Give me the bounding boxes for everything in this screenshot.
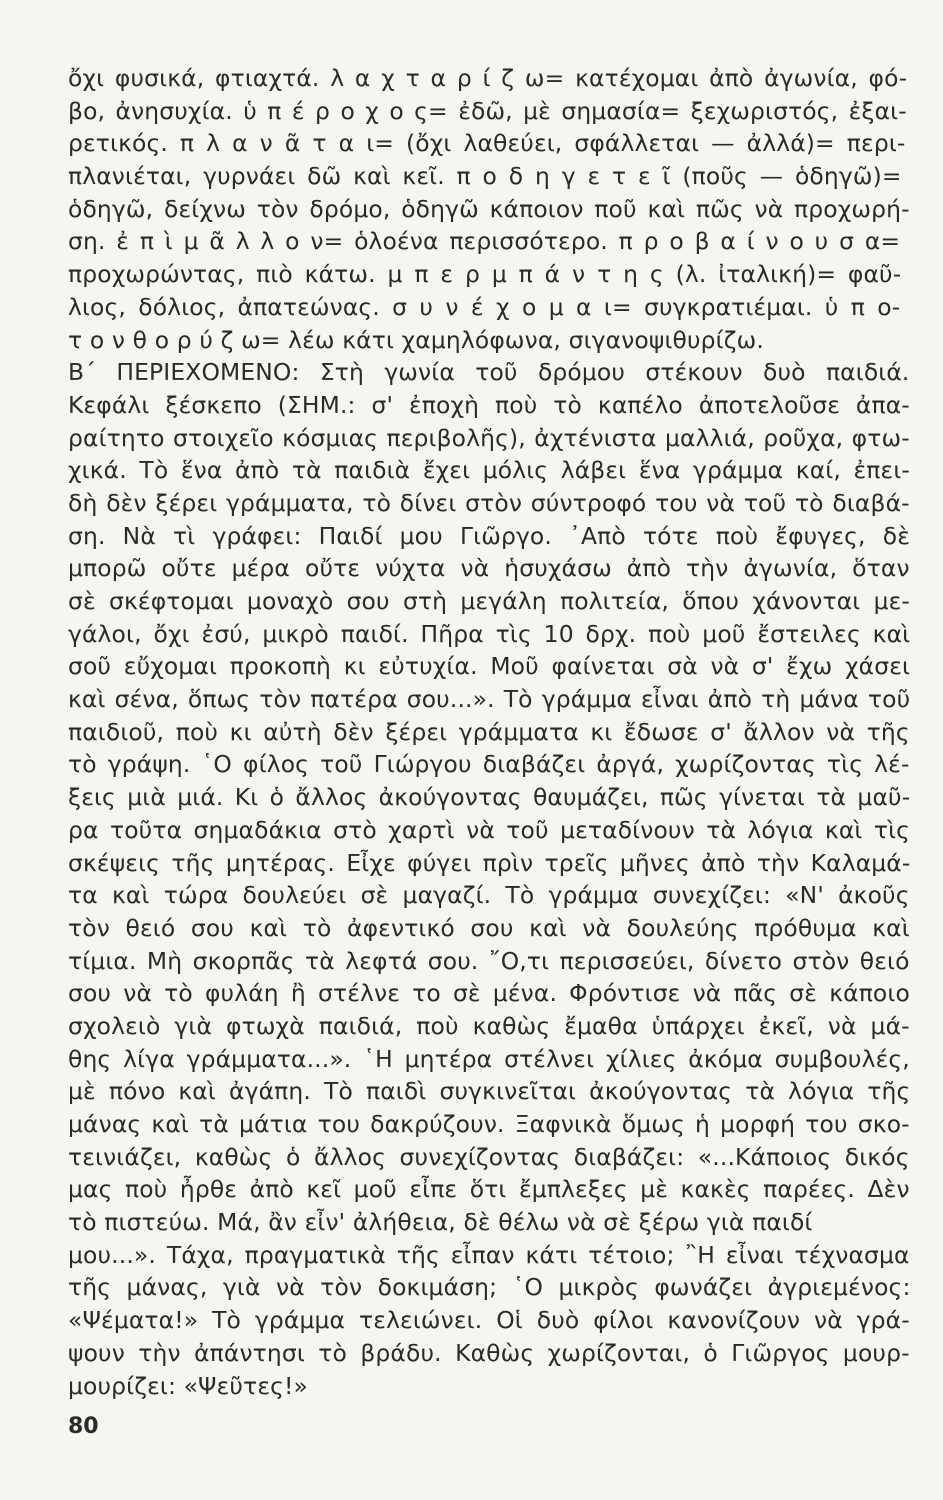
text-line: βο, ἀνησυχία. ὑ π έ ρ ο χ ο ς= ἐδῶ, μὲ σημασία= ξεχωριστός, ἐξαι- bbox=[68, 96, 907, 125]
text-line: σκέψεις τῆς μητέρας. Εἶχε φύγει πρὶν τρεῖς μῆνες ἀπὸ τὴν Καλαμά- bbox=[68, 848, 911, 877]
text-line: τὸ πιστεύω. Μά, ἂν εἶν' ἀλήθεια, δὲ θέλω νὰ σὲ ξέρω γιὰ παιδί bbox=[68, 1208, 813, 1237]
text-line: δὴ δὲν ξέρει γράμματα, τὸ δίνει στὸν σύντροφό του νὰ τοῦ τὸ διαβά- bbox=[68, 488, 910, 517]
text-line: προχωρώντας, πιὸ κάτω. μ π ε ρ μ π ά ν τ η ς (λ. ἰταλική)= φαῦ- bbox=[68, 260, 902, 289]
text-line: μας ποὺ ἦρθε ἀπὸ κεῖ μοῦ εἶπε ὅτι ἔμπλεξες μὲ κακὲς παρέες. Δὲν bbox=[68, 1175, 910, 1204]
page-number: 80 bbox=[68, 1414, 99, 1439]
text-line: σὲ σκέφτομαι μοναχὸ σου στὴ μεγάλη πολιτεία, ὅπου χάνονται με- bbox=[68, 587, 910, 615]
text-line: ρετικός. π λ α ν ᾶ τ α ι= (ὄχι λαθεύει, σφάλλεται — ἀλλά)= περι- bbox=[68, 129, 906, 158]
text-line: Κεφάλι ξέσκεπο (ΣΗΜ.: σ' ἐποχὴ ποὺ τὸ καπέλο ἀποτελοῦσε ἀπα- bbox=[68, 390, 910, 419]
text-line: λιος, δόλιος, ἀπατεώνας. σ υ ν έ χ ο μ α ι= συγκρατιέμαι. ὑ π ο- bbox=[68, 292, 901, 321]
text-line: ὁδηγῶ, δείχνω τὸν δρόμο, ὁδηγῶ κάποιον ποῦ καὶ πῶς νὰ προχωρή- bbox=[68, 194, 910, 223]
text-line: γάλοι, ὄχι ἐσύ, μικρὸ παιδί. Πῆρα τὶς 10 δρχ. ποὺ μοῦ ἔστειλες καὶ bbox=[68, 619, 911, 648]
text-line: ση. ἐ π ὶ μ ᾶ λ λ ο ν= ὁλοένα περισσότερο. π ρ ο β α ί ν ο υ σ α= bbox=[68, 227, 901, 256]
text-line: τίμια. Μὴ σκορπᾶς τὰ λεφτά σου. ῎Ο,τι περισσεύει, δίνετο στὸν θειό bbox=[68, 946, 910, 975]
text-line: σου νὰ τὸ φυλάη ἢ στέλνε το σὲ μένα. Φρόντισε νὰ πᾶς σὲ κάποιο bbox=[68, 979, 910, 1008]
text-line: σοῦ εὔχομαι προκοπὴ κι εὐτυχία. Μοῦ φαίνεται σὰ νὰ σ' ἔχω χάσει bbox=[68, 652, 911, 681]
text-line: τ ο ν θ ο ρ ύ ζ ω= λέω κάτι χαμηλόφωνα, σιγανοψιθυρίζω. bbox=[68, 325, 764, 354]
text-line: ση. Νὰ τὶ γράφει: Παιδί μου Γιῶργο. ᾿Απὸ τότε ποὺ ἔφυγες, δὲ bbox=[68, 521, 911, 550]
text-line: τῆς μάνας, γιὰ νὰ τὸν δοκιμάση; ῾Ο μικρὸς φωνάζει ἀγριεμένος: bbox=[68, 1273, 911, 1302]
text-line: ρα τοῦτα σημαδάκια στὸ χαρτὶ νὰ τοῦ μεταδίνουν τὰ λόγια καὶ τὶς bbox=[68, 815, 911, 844]
text-line: μὲ πόνο καὶ ἀγάπη. Τὸ παιδὶ συγκινεῖται ἀκούγοντας τὰ λόγια τῆς bbox=[68, 1077, 911, 1106]
text-line: τὸ γράψη. ῾Ο φίλος τοῦ Γιώργου διαβάζει ἀργά, χωρίζοντας τὶς λέ- bbox=[68, 750, 910, 779]
text-line: ὄχι φυσικά, φτιαχτά. λ α χ τ α ρ ί ζ ω= κατέχομαι ἀπὸ ἀγωνία, φό- bbox=[68, 64, 908, 92]
text-line: μουρίζει: «Ψεῦτες!» bbox=[68, 1371, 308, 1400]
text-line: παιδιοῦ, ποὺ κι αὐτὴ δὲν ξέρει γράμματα κι ἔδωσε σ' ἄλλον νὰ τῆς bbox=[68, 717, 910, 746]
text-line: μου...». Τάχα, πραγματικὰ τῆς εἶπαν κάτι τέτοιο; ῍Η εἶναι τέχνασμα bbox=[68, 1240, 910, 1269]
text-line: πλανιέται, γυρνάει δῶ καὶ κεῖ. π ο δ η γ ε τ ε ῖ (ποῦς — ὁδηγῶ)= bbox=[68, 162, 902, 191]
text-line: τα καὶ τώρα δουλεύει σὲ μαγαζί. Τὸ γράμμα συνεχίζει: «Ν' ἀκοῦς bbox=[68, 881, 910, 910]
text-line: χικά. Τὸ ἕνα ἀπὸ τὰ παιδιὰ ἔχει μόλις λάβει ἕνα γράμμα καί, ἐπει- bbox=[68, 456, 910, 485]
text-line: σχολειὸ γιὰ φτωχὰ παιδιά, ποὺ καθὼς ἔμαθα ὑπάρχει ἐκεῖ, νὰ μά- bbox=[68, 1011, 910, 1040]
text-line: Β΄ ΠΕΡΙΕΧΟΜΕΝΟ: Στὴ γωνία τοῦ δρόμου στέκουν δυὸ παιδιά. bbox=[68, 358, 910, 387]
text-line: μάνας καὶ τὰ μάτια του δακρύζουν. Ξαφνικὰ ὅμως ἡ μορφή του σκο- bbox=[68, 1110, 910, 1138]
body-text bbox=[68, 62, 910, 1402]
text-line: τὸν θειό σου καὶ τὸ ἀφεντικό σου καὶ νὰ δουλεύης πρόθυμα καὶ bbox=[68, 913, 910, 942]
text-line: ξεις μιὰ μιά. Κι ὁ ἄλλος ἀκούγοντας θαυμάζει, πῶς γίνεται τὰ μαῦ- bbox=[68, 783, 911, 812]
text-line: τεινιάζει, καθὼς ὁ ἄλλος συνεχίζοντας διαβάζει: «...Κάποιος δικός bbox=[68, 1142, 910, 1171]
text-line: «Ψέματα!» Τὸ γράμμα τελειώνει. Οἱ δυὸ φίλοι κανονίζουν νὰ γρά- bbox=[68, 1306, 910, 1335]
text-line: ψουν τὴν ἀπάντησι τὸ βράδυ. Καθὼς χωρίζονται, ὁ Γιῶργος μουρ- bbox=[68, 1338, 910, 1367]
text-line: μπορῶ οὔτε μέρα οὔτε νύχτα νὰ ἡσυχάσω ἀπὸ τὴν ἀγωνία, ὅταν bbox=[68, 554, 910, 583]
text-line: ραίτητο στοιχεῖο κόσμιας περιβολῆς), ἀχτένιστα μαλλιά, ροῦχα, φτω- bbox=[68, 423, 910, 452]
text-line: καὶ σένα, ὅπως τὸν πατέρα σου...». Τὸ γράμμα εἶναι ἀπὸ τὴ μάνα τοῦ bbox=[68, 685, 911, 714]
text-line: θης λίγα γράμματα...». ῾Η μητέρα στέλνει χίλιες ἀκόμα συμβουλές, bbox=[68, 1044, 910, 1073]
